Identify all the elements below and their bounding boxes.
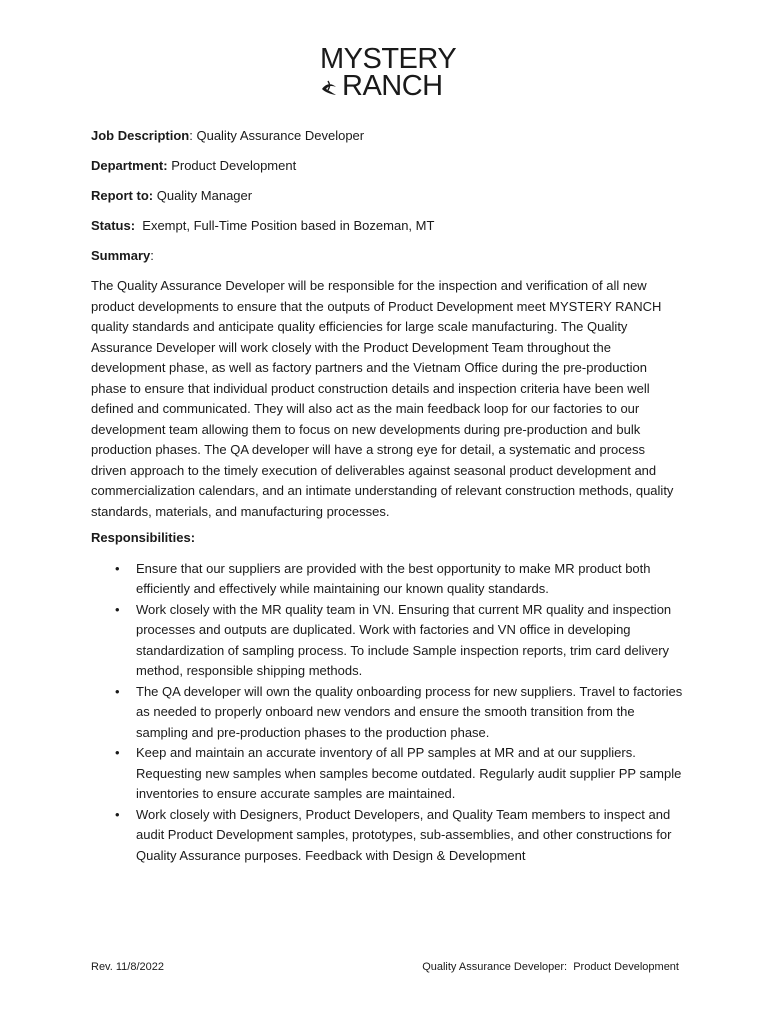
list-item — [91, 600, 683, 682]
mystery-ranch-logo — [318, 44, 458, 102]
summary-paragraph: The Quality Assurance Developer will be responsible for the inspection and verification of all new product developments to ensure that the outputs of Product Development meet MYSTERY RANCH quality standards and anticipate quality efficiencies for large scale manufacturing. The Quality Assurance Developer will work closely with the Product Development Team throughout the development phase, as well as factory partners and the Vietnam Office during the pre-production phase to ensure that individual product construction details and inspection criteria have been well defined and communicated. They will also act as the main feedback loop for our factories to our development team allowing them to focus on new developments during pre-production and bulk production phases. The QA developer will have a strong eye for detail, a systematic and process driven approach to the timely execution of deliverables against seasonal product development and commercialization calendars, and an intimate understanding of relevant construction methods, quality standards, materials, and manufacturing processes. — [91, 278, 674, 519]
logo-mark-icon — [318, 75, 342, 99]
list-item-text: Work closely with the MR quality team in VN. Ensuring that current MR quality and inspection processes and outputs are duplicated. Work with factories and VN office in developing standardization of sampling process. To include Sample inspection reports, trim card delivery method, responsible shipping methods. — [136, 601, 672, 678]
bullet-icon: • — [115, 601, 120, 617]
footer-title: Quality Assurance Developer: Product Development — [422, 961, 679, 973]
list-item-text: The QA developer will own the quality onboarding process for new suppliers. Travel to factories as needed to properly onboard new vendors and ensure the smooth transition from the sampling and pre-production phases to the production phase. — [136, 683, 683, 740]
department-field — [91, 156, 683, 177]
footer-revision: Rev. 11/8/2022 — [91, 961, 164, 973]
job-description-value: : Quality Assurance Developer — [189, 128, 365, 143]
job-description-label: Job Description — [91, 128, 190, 143]
list-item — [91, 805, 683, 867]
logo-line-1: MYSTERY — [320, 43, 457, 75]
summary-heading — [91, 246, 683, 267]
bullet-icon: • — [115, 745, 120, 760]
status-value: Exempt, Full-Time Position based in Bozeman, MT — [135, 218, 435, 233]
report-to-field — [91, 186, 683, 207]
list-item — [91, 559, 683, 600]
department-label: Department: — [91, 158, 168, 173]
report-to-value: Quality Manager — [153, 188, 253, 203]
department-value: Product Development — [167, 158, 297, 173]
list-item — [91, 682, 683, 744]
responsibilities-list — [91, 559, 683, 867]
list-item-text: Keep and maintain an accurate inventory of all PP samples at MR and at our suppliers. Requesting new samples when samples become outdated. Regularly audit supplier PP sample inventories to ensure accurate samples are maintained. — [136, 745, 682, 801]
summary-colon: : — [150, 248, 154, 263]
responsibilities-heading: Responsibilities: — [91, 530, 196, 545]
bullet-icon: • — [115, 560, 120, 576]
summary-label: Summary — [91, 248, 151, 263]
bullet-icon: • — [115, 806, 120, 822]
list-item-text: Ensure that our suppliers are provided with the best opportunity to make MR product both efficiently and effectively while maintaining our known quality standards. — [136, 560, 651, 596]
status-label: Status: — [91, 218, 136, 233]
report-to-label: Report to: — [91, 188, 154, 203]
list-item — [91, 743, 683, 805]
bullet-icon: • — [115, 683, 120, 699]
logo-line-2: RANCH — [342, 70, 443, 102]
status-field — [91, 216, 683, 237]
job-description-field — [91, 126, 683, 147]
document-body — [91, 126, 683, 866]
list-item-text: Work closely with Designers, Product Developers, and Quality Team members to inspect and audit Product Development samples, prototypes, sub-assemblies, and other constructions for Quality Assurance purposes. Feedback with Design & Development — [136, 806, 672, 863]
